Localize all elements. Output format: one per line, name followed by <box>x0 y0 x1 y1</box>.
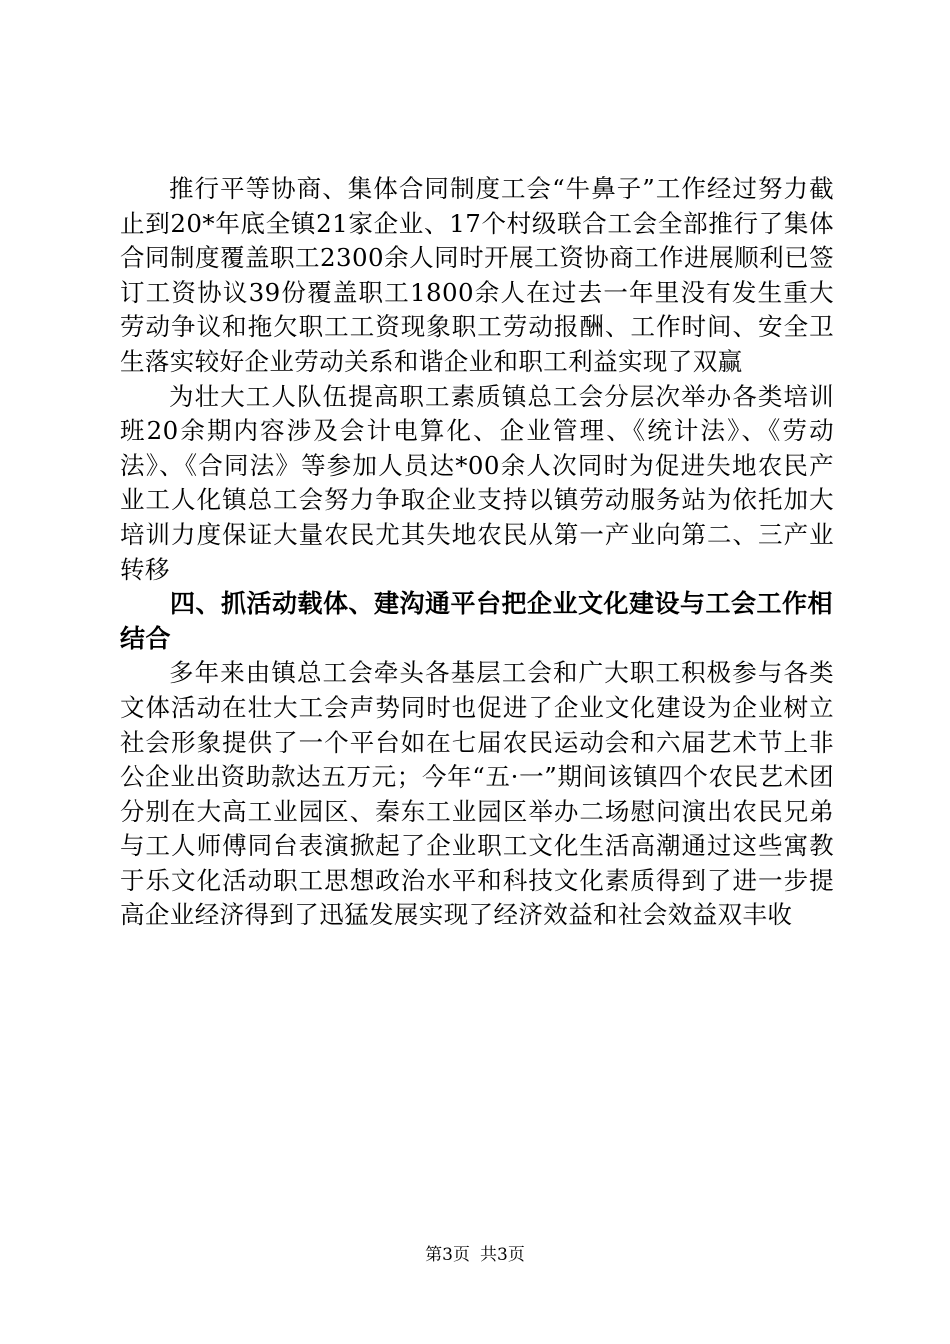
page-number: 第3页 <box>425 1245 470 1265</box>
body-paragraph-2: 为壮大工人队伍提高职工素质镇总工会分层次举办各类培训班20余期内容涉及会计电算化、企业管理、《统计法》、《劳动法》、《合同法》等参加人员达*00余人次同时为促进失地农民产业工人化镇总工会努力争取企业支持以镇劳动服务站为依托加大培训力度保证大量农民尤其失地农民从第一产业向第二、三产业转移 <box>120 381 834 584</box>
section-heading: 四、抓活动载体、建沟通平台把企业文化建设与工会工作相结合 <box>120 589 834 653</box>
page-footer <box>0 1244 950 1266</box>
document-body <box>120 172 834 933</box>
body-paragraph-1: 推行平等协商、集体合同制度工会“牛鼻子”工作经过努力截止到20*年底全镇21家企业、17个村级联合工会全部推行了集体合同制度覆盖职工2300余人同时开展工资协商工作进展顺利已签订工资协议39份覆盖职工1800余人在过去一年里没有发生重大劳动争议和拖欠职工工资现象职工劳动报酬、工作时间、安全卫生落实较好企业劳动关系和谐企业和职工利益实现了双赢 <box>120 174 834 376</box>
page-total: 共3页 <box>480 1245 525 1265</box>
body-paragraph-3: 多年来由镇总工会牵头各基层工会和广大职工积极参与各类文体活动在壮大工会声势同时也促进了企业文化建设为企业树立社会形象提供了一个平台如在七届农民运动会和六届艺术节上非公企业出资助款达五万元；今年“五·一”期间该镇四个农民艺术团分别在大高工业园区、秦东工业园区举办二场慰问演出农民兄弟与工人师傅同台表演掀起了企业职工文化生活高潮通过这些寓教于乐文化活动职工思想政治水平和科技文化素质得到了进一步提高企业经济得到了迅猛发展实现了经济效益和社会效益双丰收 <box>120 658 834 930</box>
